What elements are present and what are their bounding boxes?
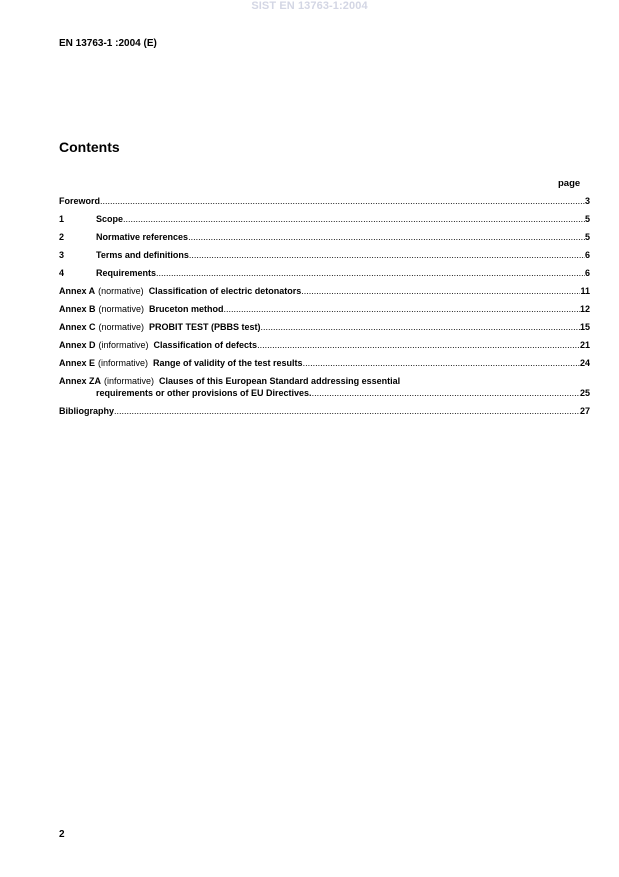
toc-entry-page: 5 <box>584 214 590 224</box>
leader-dots <box>312 388 580 399</box>
leader-dots <box>189 250 585 261</box>
toc-entry-title: Bibliography <box>59 406 115 416</box>
toc-entry-page: 24 <box>579 358 590 368</box>
toc-entry-annex-d[interactable] <box>59 340 590 358</box>
page-column-label: page <box>558 178 581 189</box>
contents-title: Contents <box>59 139 120 155</box>
toc-entry-scope[interactable] <box>59 214 590 232</box>
annex-za-line-2 <box>59 388 590 400</box>
annex-label: Annex ZA <box>59 376 102 386</box>
toc-entry-page: 6 <box>584 250 590 260</box>
annex-type: (informative) <box>98 340 149 350</box>
toc-entry-page: 11 <box>580 286 590 296</box>
watermark: SIST EN 13763-1:2004 <box>251 0 368 12</box>
leader-dots <box>257 340 580 351</box>
leader-dots <box>123 214 585 225</box>
toc-entry-page: 6 <box>584 268 590 278</box>
toc-entry-title: Clauses of this European Standard addressing essential <box>159 376 401 386</box>
toc-entry-page: 15 <box>579 322 590 332</box>
toc-entry-page: 21 <box>579 340 590 350</box>
toc-entry-title: Classification of defects <box>153 340 258 350</box>
toc-entry-title: Normative references <box>96 232 189 242</box>
leader-dots <box>303 358 580 369</box>
annex-label: Annex B <box>59 304 96 314</box>
leader-dots <box>301 286 580 297</box>
toc-entry-page: 3 <box>584 196 590 206</box>
table-of-contents <box>59 196 590 424</box>
toc-entry-page: 27 <box>579 406 590 416</box>
toc-entry-page: 5 <box>584 232 590 242</box>
toc-entry-foreword[interactable] <box>59 196 590 214</box>
toc-entry-page: 12 <box>579 304 590 314</box>
annex-type: (normative) <box>98 322 145 332</box>
footer-page-number: 2 <box>59 829 65 840</box>
toc-entry-page: 25 <box>579 388 590 398</box>
annex-type: (informative) <box>104 376 155 386</box>
annex-type: (normative) <box>98 286 144 296</box>
toc-entry-terms-and-definitions[interactable] <box>59 250 590 268</box>
toc-entry-annex-b[interactable] <box>59 304 590 322</box>
leader-dots <box>188 232 585 243</box>
toc-entry-title: Terms and definitions <box>96 250 189 260</box>
toc-entry-number: 1 <box>59 214 65 224</box>
toc-entry-number: 3 <box>59 250 65 260</box>
toc-entry-bibliography[interactable] <box>59 406 590 424</box>
toc-entry-number: 4 <box>59 268 65 278</box>
toc-entry-requirements[interactable] <box>59 268 590 286</box>
annex-type: (normative) <box>98 304 145 314</box>
toc-entry-number: 2 <box>59 232 65 242</box>
toc-entry-normative-references[interactable] <box>59 232 590 250</box>
toc-entry-annex-za[interactable] <box>59 376 590 406</box>
toc-entry-title: Requirements <box>96 268 157 278</box>
leader-dots <box>156 268 585 279</box>
toc-entry-title: Range of validity of the test results <box>153 358 303 368</box>
annex-za-line-1 <box>59 376 590 388</box>
annex-label: Annex E <box>59 358 96 368</box>
leader-dots <box>100 196 585 207</box>
leader-dots <box>224 304 580 315</box>
toc-entry-title: Scope <box>96 214 124 224</box>
toc-entry-title: Classification of electric detonators <box>148 286 302 296</box>
leader-dots <box>261 322 580 333</box>
document-id: EN 13763-1 :2004 (E) <box>59 38 157 49</box>
annex-label: Annex C <box>59 322 96 332</box>
leader-dots <box>114 406 580 417</box>
annex-label: Annex A <box>59 286 96 296</box>
toc-entry-title-continued: requirements or other provisions of EU Directives. <box>96 388 312 398</box>
toc-entry-annex-e[interactable] <box>59 358 590 376</box>
toc-entry-title: Bruceton method <box>149 304 224 314</box>
annex-type: (informative) <box>98 358 149 368</box>
toc-entry-title: PROBIT TEST (PBBS test) <box>149 322 261 332</box>
annex-label: Annex D <box>59 340 96 350</box>
toc-entry-annex-c[interactable] <box>59 322 590 340</box>
toc-entry-annex-a[interactable] <box>59 286 590 304</box>
toc-entry-title: Foreword <box>59 196 101 206</box>
